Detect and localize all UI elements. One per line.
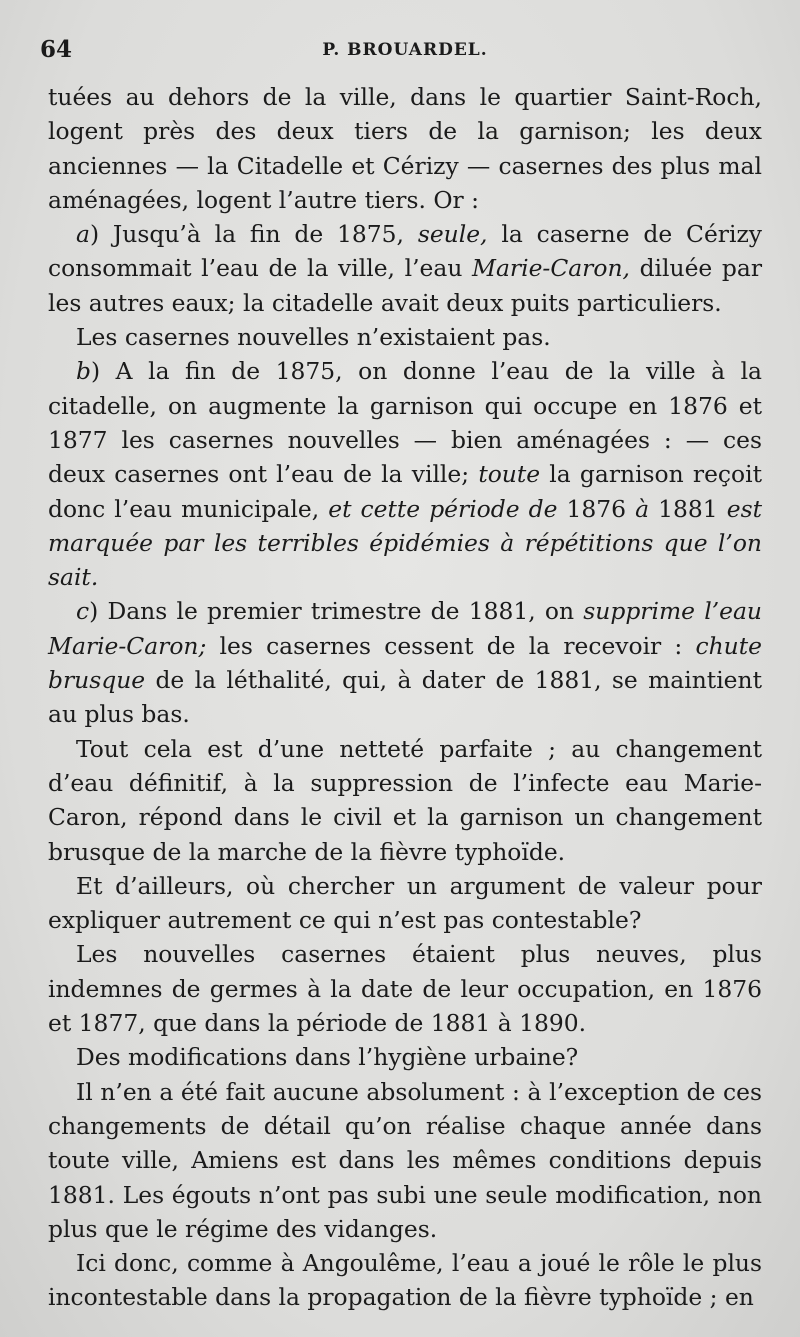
text-segment: tuées au dehors de la ville, dans le quartier Saint-Roch, logent près des deux tiers de la garnison; les deux anciennes — la Citadelle et Cérizy — casernes des plus mal aménagées, logent l’autre tiers. Or : — [48, 83, 762, 214]
text-segment: 1881 — [649, 494, 727, 523]
italic-text: seule, — [417, 220, 488, 249]
paragraph — [48, 354, 762, 594]
italic-text: et cette période de — [328, 494, 558, 523]
paragraph — [48, 732, 762, 869]
paragraph — [48, 869, 762, 938]
paragraph — [48, 594, 762, 731]
paragraph — [48, 217, 762, 320]
paragraph — [48, 1246, 762, 1315]
italic-text: toute — [478, 460, 541, 489]
text-segment: ) Jusqu’à la fin de 1875, — [89, 220, 418, 249]
text-segment: la garnison reçoit donc l’eau municipale, — [48, 460, 762, 523]
text-segment: ) A la fin de 1875, on donne l’eau de la ville à la citadelle, on augmente la garnison qui occupe en 1876 et 1877 les casernes nouvelles — bien aménagées : — ces deux casernes ont l’eau de la ville; — [48, 357, 762, 489]
text-segment: Ici donc, comme à Angoulême, l’eau a joué le rôle le plus incontestable dans la propagation de la fièvre typhoïde ; en — [48, 1249, 762, 1312]
text-segment: Il n’en a été fait aucune absolument : à l’exception de ces changements de détail qu’on réalise chaque année dans toute ville, Amiens est dans les mêmes conditions depuis 1881. Les égouts n’ont pas subi une seule modification, non plus que le régime des vidanges. — [48, 1077, 762, 1243]
text-segment: Les casernes nouvelles n’existaient pas. — [76, 323, 551, 352]
italic-text: supprime l’eau Marie-Caron; — [48, 597, 762, 660]
italic-text: chute brusque — [48, 631, 762, 695]
paragraph — [48, 1075, 762, 1246]
text-segment: Les nouvelles casernes étaient plus neuves, plus indemnes de germes à la date de leur occupation, en 1876 et 1877, que dans la période de 1881 à 1890. — [48, 940, 762, 1038]
italic-text: Marie-Caron, — [472, 254, 630, 283]
italic-text: a — [76, 220, 90, 249]
text-segment: de la léthalité, qui, à dater de 1881, se maintient au plus bas. — [48, 666, 762, 729]
text-segment: diluée par les autres eaux; la citadelle avait deux puits particuliers. — [48, 254, 763, 317]
text-segment: Des modifications dans l’hygiène urbaine? — [76, 1043, 579, 1072]
italic-text: c — [76, 597, 90, 626]
page-header — [40, 34, 762, 80]
body-text — [48, 80, 762, 1315]
paragraph — [48, 937, 762, 1040]
italic-text: b — [76, 357, 91, 386]
text-segment: 1876 — [557, 494, 636, 523]
text-segment: la caserne de Cérizy consommait l’eau de la ville, l’eau — [48, 220, 762, 283]
paragraph — [48, 320, 762, 354]
text-segment: les casernes cessent de la recevoir : — [206, 631, 696, 660]
paragraph — [48, 1040, 762, 1074]
italic-text: à — [635, 494, 650, 523]
paragraph — [48, 80, 762, 217]
text-segment: ) Dans le premier trimestre de 1881, on — [89, 597, 584, 626]
page-number: 64 — [40, 36, 73, 63]
text-segment: Tout cela est d’une netteté parfaite ; au changement d’eau définitif, à la suppression de l’infecte eau Marie-Caron, répond dans le civil et la garnison un changement brusque de la marche de la fièvre typhoïde. — [48, 734, 762, 866]
italic-text: est marquée par les terribles épidémies à répétitions que l’on sait. — [48, 494, 763, 592]
running-head: P. BROUARDEL. — [322, 40, 488, 60]
text-segment: Et d’ailleurs, où chercher un argument de valeur pour expliquer autrement ce qui n’est pas contestable? — [48, 871, 762, 935]
